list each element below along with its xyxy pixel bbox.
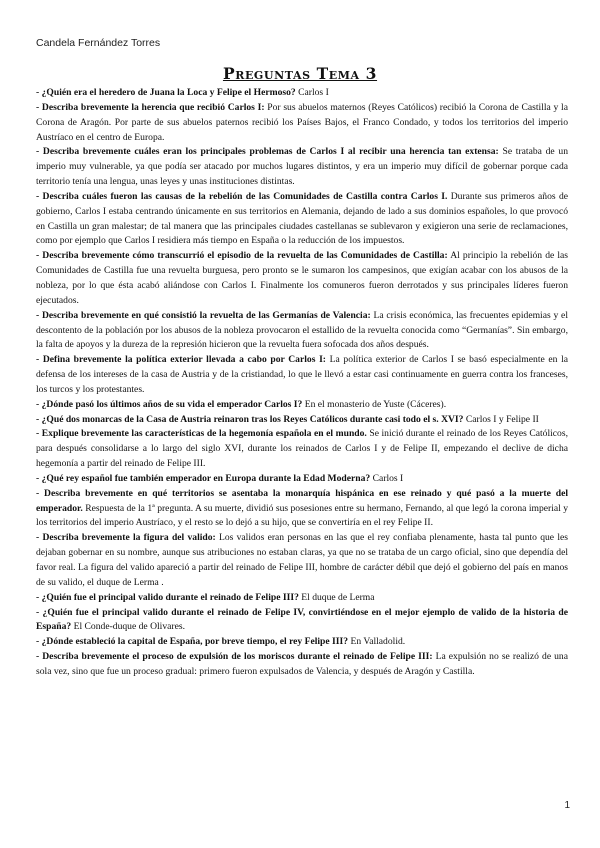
qa-item [36, 531, 568, 590]
qa-item [36, 249, 568, 308]
answer: Carlos I [370, 472, 404, 484]
answer: La crisis económica, las frecuentes epidemias y el descontento de la población por los abusos de la nobleza provocaron el estallido de la revuelta conocida como “Germanías”. Sin embargo, la falta de apoyos y la dureza de la represión hicieron que la revuelta fuera sofocada dos años después. [36, 309, 568, 351]
question: - ¿Dónde estableció la capital de España, por breve tiempo, el rey Felipe III? [36, 636, 349, 648]
qa-item [36, 398, 568, 413]
question: - Describa brevemente cuáles eran los principales problemas de Carlos I al recibir una herencia tan extensa: [36, 146, 499, 158]
answer: El duque de Lerma [298, 591, 375, 603]
qa-item [36, 190, 568, 249]
answer: Carlos I y Felipe II [463, 413, 539, 425]
question: - Explique brevemente las características de la hegemonía española en el mundo. [36, 428, 367, 440]
qa-item [36, 427, 568, 472]
question: - ¿Qué rey español fue también emperador en Europa durante la Edad Moderna? [36, 472, 371, 484]
answer: Durante sus primeros años de gobierno, Carlos I estaba centrando únicamente en sus territorios en Alemania, dejando de lado a sus dominios españoles, lo que provocó en Castilla un gran malestar; de tal manera que las principales ciudades castellanas se sublevaron y exigieron una serie de reclamaciones, como por ejemplo que Carlos I residiera más tiempo en España o la reducción de los impuestos. [36, 190, 568, 247]
question: - Describa brevemente en qué territorios se asentaba la monarquía hispánica en ese reinado y qué pasó a la muerte del emperador. [36, 487, 568, 514]
question: - Describa brevemente la herencia que recibió Carlos I: [36, 101, 265, 113]
question: - Describa brevemente cómo transcurrió el episodio de la revuelta de las Comunidades de Castilla: [36, 250, 448, 262]
answer: Por sus abuelos maternos (Reyes Católicos) recibió la Corona de Castilla y la Corona de Aragón. Por parte de sus abuelos paternos recibió los Países Bajos, el Franco Condado, y todos los territorios del imperio Austríaco en el centro de Europa. [36, 101, 568, 143]
question: - ¿Qué dos monarcas de la Casa de Austria reinaron tras los Reyes Católicos durante casi todo el s. XVI? [36, 413, 464, 425]
answer: La política exterior de Carlos I se basó especialmente en la defensa de los intereses de la casa de Austria y de la cristiandad, lo que le llevó a estar casi continuamente en guerra contra los franceses, los turcos y los protestantes. [36, 354, 569, 395]
question: - ¿Quién fue el principal valido durante el reinado de Felipe III? [36, 591, 299, 603]
answer: En Valladolid. [348, 636, 406, 648]
question: - ¿Quién fue el principal valido durante el reinado de Felipe IV, convirtiéndose en el mejor ejemplo de valido de la historia de España? [36, 606, 568, 633]
answer: Al principio la rebelión de las Comunidades de Castilla fue una revuelta burguesa, pero pronto se le sumaron los campesinos, que exigían acabar con los abusos de la nobleza, por lo que ésta acabó aliándose con Carlos I. Finalmente los comuneros fueron derrotados y sus principales líderes fueron ejecutados. [36, 250, 568, 306]
question: - Defina brevemente la política exterior llevada a cabo por Carlos I: [36, 354, 327, 366]
qa-item [36, 101, 568, 146]
qa-item [36, 650, 568, 680]
question: - Describa cuáles fueron las causas de la rebelión de las Comunidades de Castilla contra Carlos I. [36, 190, 448, 202]
question: - Describa brevemente en qué consistió la revuelta de las Germanías de Valencia: [36, 309, 371, 321]
answer: Los validos eran personas en las que el rey confiaba plenamente, hasta tal punto que les dejaban gobernar en su nombre, aunque sus atribuciones no estaban claras, ya que no se trataba de un cargo oficial, sino que dependía del favor real. La figura del valido apareció a partir del reinado de Felipe III, hombre de carácter débil que dejó el gobierno del país en manos de su valido, el duque de Lerma . [36, 532, 568, 588]
qa-item [36, 413, 568, 428]
answer: La expulsión no se realizó de una sola vez, sino que fue un proceso gradual: primero fueron expulsados de Valencia, y después de Aragón y Castilla. [36, 651, 568, 677]
qa-item [36, 353, 568, 398]
answer: En el monasterio de Yuste (Cáceres). [302, 398, 447, 410]
qa-item [36, 591, 568, 606]
qa-item [36, 487, 568, 532]
question: - ¿Dónde pasó los últimos años de su vida el emperador Carlos I? [36, 398, 303, 410]
answer: Carlos I [295, 87, 329, 98]
question: - ¿Quién era el heredero de Juana la Loca y Felipe el Hermoso? [36, 87, 296, 98]
qa-item [36, 86, 568, 101]
qa-item [36, 472, 568, 487]
answer: El Conde-duque de Olivares. [71, 621, 185, 633]
question: - Describa brevemente el proceso de expulsión de los moriscos durante el reinado de Felipe III: [36, 651, 433, 663]
question: - Describa brevemente la figura del valido: [36, 532, 216, 544]
qa-item [36, 145, 568, 190]
qa-item [36, 606, 568, 636]
answer: Se inició durante el reinado de los Reyes Católicos, para después consolidarse a lo largo del siglo XVI, durante los reinados de Carlos I y de Felipe II, empezando el declive de dicha hegemonía a partir del reinado de Felipe III. [36, 428, 568, 470]
page-title: Preguntas Tema 3 [222, 64, 378, 83]
page-number: 1 [564, 800, 570, 811]
qa-item [36, 635, 568, 650]
author-name: Candela Fernández Torres [36, 37, 161, 49]
qa-item [36, 309, 568, 354]
qa-list [36, 86, 568, 680]
answer: Se trataba de un imperio muy vulnerable, ya que podía ser atacado por muchos lugares distintos, y era un imperio muy difícil de gobernar porque cada territorio tenía una lengua, unas leyes y unas instituciones distintas. [36, 146, 569, 188]
answer: Respuesta de la 1ª pregunta. A su muerte, dividió sus posesiones entre su hermano, Fernando, al que legó la corona imperial y los territorios del imperio Austríaco, y el resto se lo dejó a su hijo, que se convertiría en el rey Felipe II. [36, 502, 568, 529]
